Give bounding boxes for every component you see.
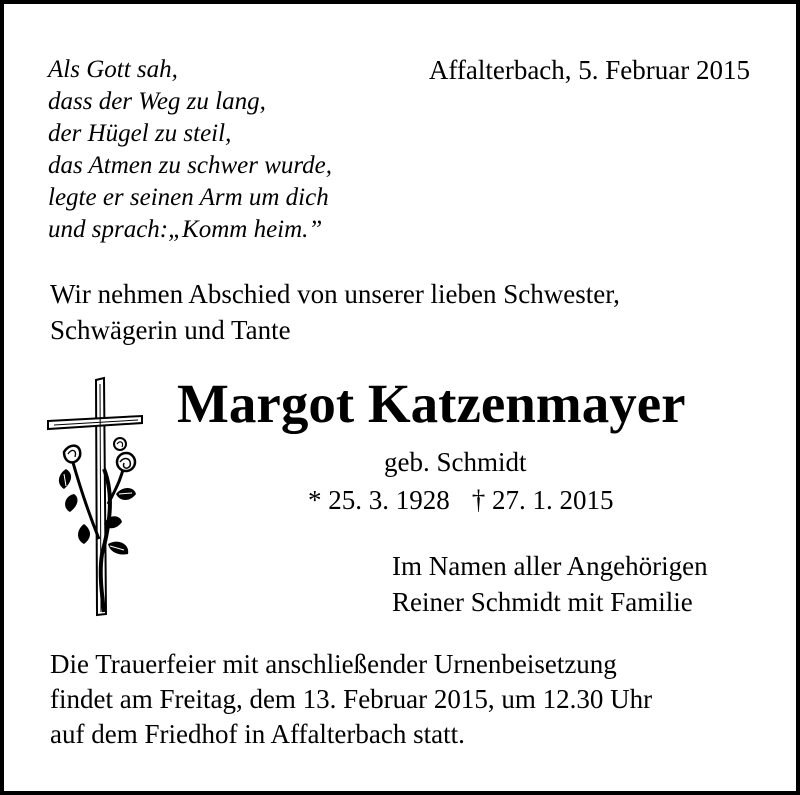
cross-with-roses-icon [44, 374, 144, 619]
poem [48, 54, 332, 246]
life-dates [308, 484, 614, 516]
signers [392, 548, 708, 620]
death-date: † 27. 1. 2015 [471, 485, 614, 515]
service-line: findet am Freitag, dem 13. Februar 2015, um 12.30 Uhr [50, 684, 653, 714]
intro-line: Wir nehmen Abschied von unserer lieben Schwester, [50, 279, 620, 309]
signer-line: Reiner Schmidt mit Familie [392, 587, 693, 617]
poem-line: und sprach:„Komm heim.” [48, 216, 323, 243]
intro-text [50, 276, 620, 348]
birth-name: geb. Schmidt [384, 447, 527, 477]
poem-line: das Atmen zu schwer wurde, [48, 152, 333, 179]
intro-line: Schwägerin und Tante [50, 315, 291, 345]
signer-line: Im Namen aller Angehörigen [392, 551, 708, 581]
deceased-name: Margot Katzenmayer [177, 373, 686, 434]
poem-line: der Hügel zu steil, [48, 120, 232, 147]
poem-line: dass der Weg zu lang, [48, 88, 266, 115]
service-info [50, 647, 652, 752]
place-and-date: Affalterbach, 5. Februar 2015 [428, 55, 750, 85]
poem-line: Als Gott sah, [48, 56, 178, 83]
service-line: auf dem Friedhof in Affalterbach statt. [50, 719, 465, 749]
birth-date: * 25. 3. 1928 [308, 485, 450, 515]
service-line: Die Trauerfeier mit anschließender Urnenbeisetzung [50, 649, 617, 679]
poem-line: legte er seinen Arm um dich [48, 184, 329, 211]
